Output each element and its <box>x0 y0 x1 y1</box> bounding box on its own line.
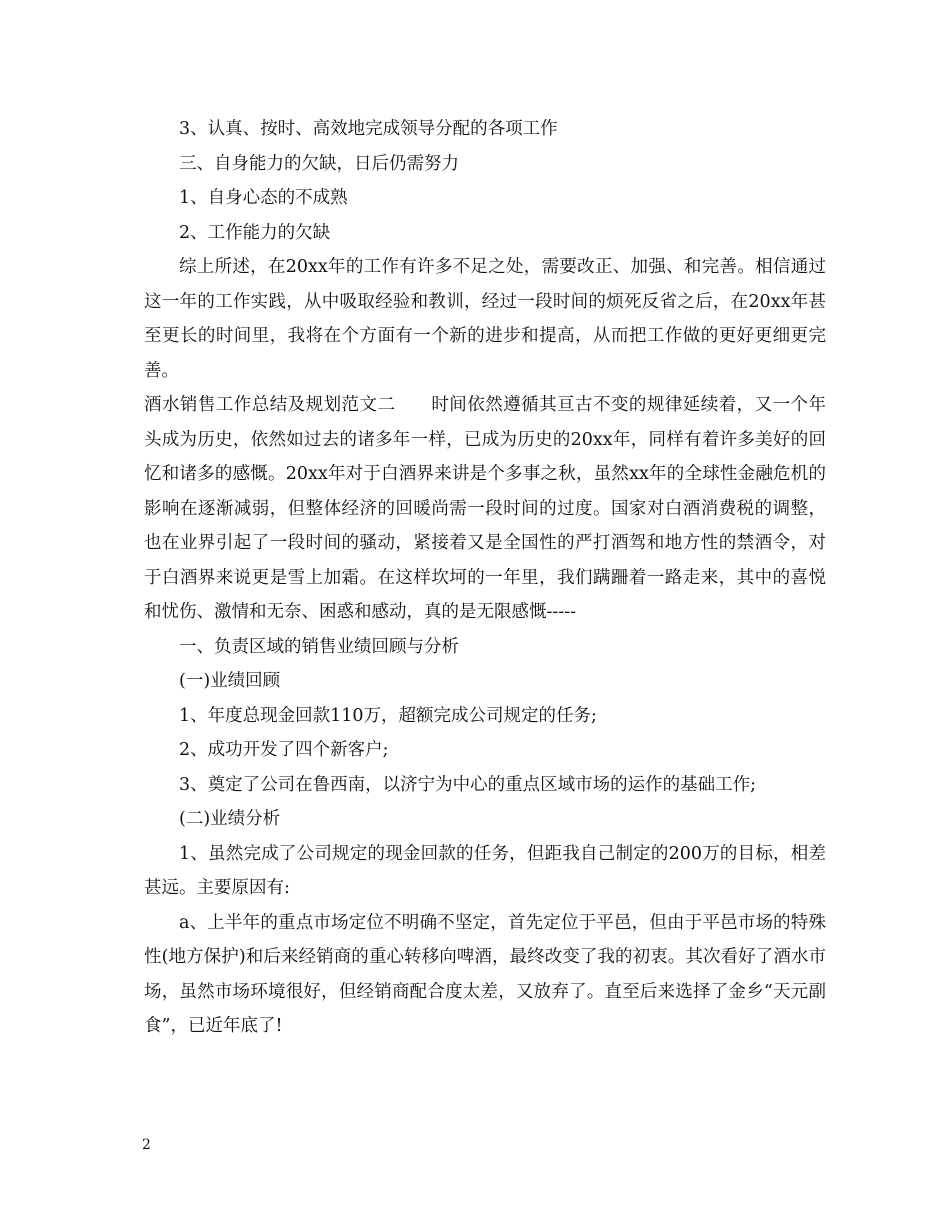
document-body <box>144 112 826 1044</box>
paragraph: 3、奠定了公司在鲁西南，以济宁为中心的重点区域市场的运作的基础工作; <box>179 774 757 795</box>
paragraph: 综上所述，在20xx年的工作有许多不足之处，需要改正、加强、和完善。相信通过这一年的工作实践，从中吸取经验和教训，经过一段时间的烦死反省之后，在20xx年甚至更长的时间里，我将在个方面有一个新的进步和提高，从而把工作做的更好更细更完善。 <box>144 257 826 381</box>
paragraph: 3、认真、按时、高效地完成领导分配的各项工作 <box>179 119 558 139</box>
paragraph: 2、成功开发了四个新客户; <box>179 740 389 760</box>
section-heading: 一、负责区域的销售业绩回顾与分析 <box>179 636 459 657</box>
subsection-heading: (一)业绩回顾 <box>179 671 281 691</box>
paragraph: 1、自身心态的不成熟 <box>179 188 348 208</box>
section-heading: 三、自身能力的欠缺，日后仍需努力 <box>179 153 459 174</box>
page-number: 2 <box>142 1137 151 1153</box>
subsection-heading: (二)业绩分析 <box>179 809 281 829</box>
paragraph: 1、虽然完成了公司规定的现金回款的任务，但距我自己制定的200万的目标，相差甚远。主要原因有: <box>144 843 826 898</box>
paragraph: 2、工作能力的欠缺 <box>179 222 331 243</box>
paragraph: a、上半年的重点市场定位不明确不坚定，首先定位于平邑，但由于平邑市场的特殊性(地方保护)和后来经销商的重心转移向啤酒，最终改变了我的初衷。其次看好了酒水市场，虽然市场环境很好，但经销商配合度太差，又放弃了。直至后来选择了金乡“天元副食”，已近年底了! <box>144 912 826 1036</box>
paragraph: 酒水销售工作总结及规划范文二 时间依然遵循其亘古不变的规律延续着，又一个年头成为历史，依然如过去的诸多年一样，已成为历史的20xx年，同样有着许多美好的回忆和诸多的感慨。20xx年对于白酒界来讲是个多事之秋，虽然xx年的全球性金融危机的影响在逐渐减弱，但整体经济的回暖尚需一段时间的过度。国家对白酒消费税的调整，也在业界引起了一段时间的骚动，紧接着又是全国性的严打酒驾和地方性的禁酒令，对于白酒界来说更是雪上加霜。在这样坎坷的一年里，我们蹒跚着一路走来，其中的喜悦和忧伤、激情和无奈、困惑和感动，真的是无限感慨----- <box>144 395 826 622</box>
paragraph: 1、年度总现金回款110万，超额完成公司规定的任务; <box>179 705 597 726</box>
